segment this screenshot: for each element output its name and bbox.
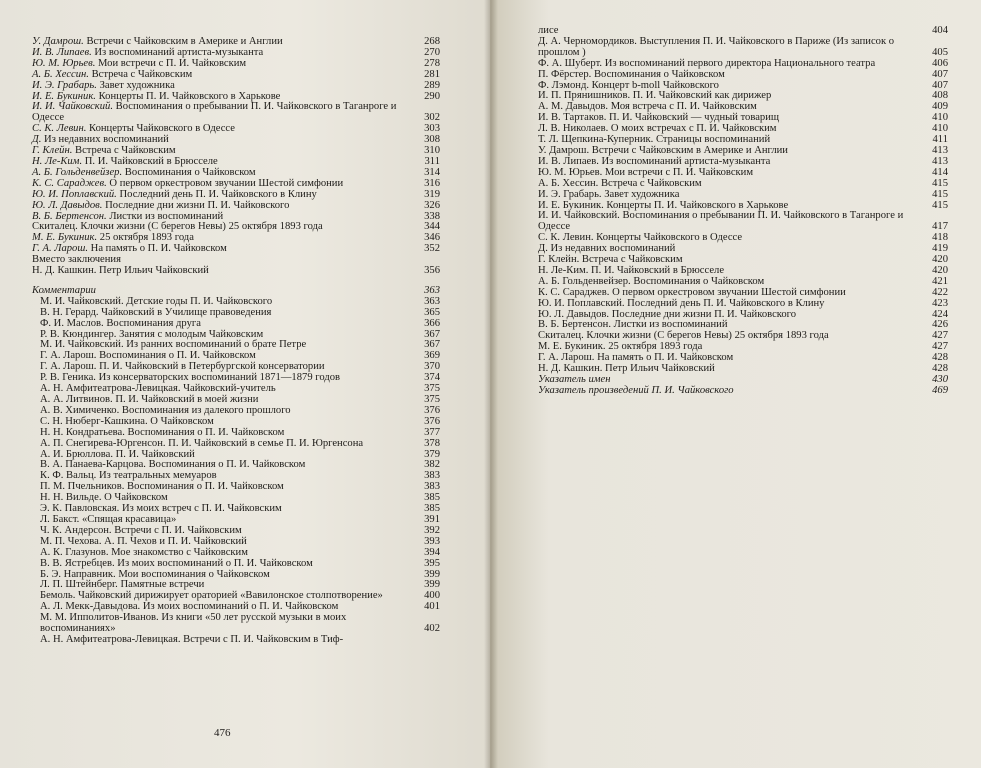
toc-entry-title: А. К. Глазунов. Мое знакомство с Чайковским bbox=[40, 546, 248, 558]
toc-entry-title-text: О первом оркестровом звучании Шестой симфонии bbox=[109, 177, 344, 189]
toc-entry-title-text: Из воспоминаний артиста-музыканта bbox=[94, 46, 264, 58]
toc-entry-title: А. И. Брюллова. П. И. Чайковский bbox=[40, 448, 195, 460]
toc-entry-title: А. П. Снегирева-Юргенсон. П. И. Чайковский в семье П. И. Юргенсона bbox=[40, 437, 364, 449]
toc-entry-page: 415 bbox=[932, 177, 948, 189]
toc-entry-title: Н. Ле-Ким. П. И. Чайковский в Брюсселе bbox=[538, 264, 725, 276]
toc-entry-author: Ю. Л. Давыдов. bbox=[32, 199, 103, 211]
toc-entry-title-text: Из недавних воспоминаний bbox=[44, 134, 169, 146]
toc-entry-title: Ф. И. Маслов. Воспоминания друга bbox=[40, 317, 201, 329]
toc-entry-title: Указатель произведений П. И. Чайковского bbox=[538, 384, 734, 396]
toc-entry-title: Т. Л. Щепкина-Куперник. Страницы воспоминаний bbox=[538, 134, 771, 146]
toc-entry-title: В. Б. Бертенсон. Листки из воспоминаний bbox=[538, 319, 728, 331]
toc-entry-page: 409 bbox=[932, 101, 948, 113]
toc-entry-title: Скиталец. Клочки жизни (С берегов Невы) 25 октября 1893 года bbox=[538, 330, 829, 342]
toc-entry-title: И. И. Чайковский. Воспоминания о пребывании П. И. Чайковского в Таганроге и Одессе bbox=[538, 210, 904, 233]
toc-entry-page: 420 bbox=[932, 254, 948, 266]
toc-entry-page: 383 bbox=[424, 481, 440, 493]
toc-entry bbox=[32, 102, 440, 124]
toc-entry-page: 346 bbox=[424, 232, 440, 244]
toc-entry bbox=[538, 299, 948, 310]
toc-entry-page: 281 bbox=[424, 68, 440, 80]
toc-entry-title: А. В. Химиченко. Воспоминания из далекого прошлого bbox=[40, 404, 291, 416]
toc-entry bbox=[538, 59, 948, 70]
toc-entry-page: 367 bbox=[424, 328, 440, 340]
toc-entry-page: 415 bbox=[932, 188, 948, 200]
toc-entry-page: 469 bbox=[932, 384, 948, 396]
right-toc-list bbox=[538, 26, 948, 397]
toc-entry-title: А. Б. Хессин. Встреча с Чайковским bbox=[538, 177, 702, 189]
toc-entry-page: 379 bbox=[424, 448, 440, 460]
toc-entry-title-text: Концерты Чайковского в Одессе bbox=[89, 123, 235, 135]
toc-entry-page: 385 bbox=[424, 503, 440, 515]
toc-entry-page: 374 bbox=[424, 372, 440, 384]
toc-entry-title-text: Концерты П. И. Чайковского в Харькове bbox=[98, 90, 281, 102]
toc-entry bbox=[32, 613, 440, 635]
toc-entry bbox=[32, 266, 440, 277]
toc-entry-page: 393 bbox=[424, 535, 440, 547]
toc-entry-page: 338 bbox=[424, 210, 440, 222]
toc-entry-title: П. М. Пчельников. Воспоминания о П. И. Чайковском bbox=[40, 481, 284, 493]
toc-entry-page: 407 bbox=[932, 68, 948, 80]
toc-entry-title-text: Листки из воспоминаний bbox=[109, 210, 224, 222]
toc-entry-page: 303 bbox=[424, 123, 440, 135]
toc-entry-page: 422 bbox=[932, 286, 948, 298]
toc-entry-page: 310 bbox=[424, 145, 440, 157]
toc-entry-page: 417 bbox=[932, 221, 948, 233]
toc-entry-page: 427 bbox=[932, 341, 948, 353]
toc-entry-page: 382 bbox=[424, 459, 440, 471]
toc-entry-page: 385 bbox=[424, 492, 440, 504]
toc-entry-title: Ю. М. Юрьев. Мои встречи с П. И. Чайковским bbox=[538, 166, 754, 178]
toc-entry-page: 344 bbox=[424, 221, 440, 233]
toc-entry-page: 405 bbox=[932, 46, 948, 58]
toc-entry bbox=[538, 70, 948, 81]
toc-entry-page: 406 bbox=[932, 57, 948, 69]
toc-entry-title: Ю. И. Поплавский. Последний день П. И. Чайковского в Клину bbox=[538, 297, 825, 309]
toc-entry-title bbox=[32, 102, 414, 124]
toc-entry-page: 366 bbox=[424, 317, 440, 329]
toc-entry-title: К. Ф. Вальц. Из театральных мемуаров bbox=[40, 470, 217, 482]
toc-entry bbox=[32, 559, 440, 570]
toc-entry-page: 308 bbox=[424, 134, 440, 146]
toc-entry-page: 407 bbox=[932, 79, 948, 91]
toc-entry-title: И. Э. Грабарь. Завет художника bbox=[538, 188, 680, 200]
toc-entry-page: 367 bbox=[424, 339, 440, 351]
toc-entry-page: 363 bbox=[424, 284, 440, 296]
toc-entry-page: 378 bbox=[424, 437, 440, 449]
toc-entry-title: П. Фёрстер. Воспоминания о Чайковском bbox=[538, 68, 725, 80]
toc-entry-title: А. Л. Мекк-Давыдова. Из моих воспоминаний о П. И. Чайковском bbox=[40, 601, 339, 613]
toc-entry-title: А. М. Давыдов. Моя встреча с П. И. Чайковским bbox=[538, 101, 757, 113]
toc-entry-page: 302 bbox=[424, 112, 440, 124]
toc-entry-page: 376 bbox=[424, 404, 440, 416]
toc-entry bbox=[32, 319, 440, 330]
toc-entry-title: лисе bbox=[538, 25, 559, 36]
toc-entry-page: 363 bbox=[424, 295, 440, 307]
toc-entry-page: 402 bbox=[424, 623, 440, 635]
toc-entry-title: Скиталец. Клочки жизни (С берегов Невы) 25 октября 1893 года bbox=[32, 221, 323, 233]
toc-entry-author: Ю. И. Поплавский. bbox=[32, 188, 117, 200]
toc-entry-title: Ф. Лэмонд. Концерт b-moll Чайковского bbox=[538, 79, 719, 91]
toc-entry-title: Ч. К. Андерсон. Встречи с П. И. Чайковским bbox=[40, 524, 242, 536]
toc-entry bbox=[538, 211, 948, 233]
toc-entry-author: Д. bbox=[32, 134, 42, 146]
toc-entry-page: 420 bbox=[932, 264, 948, 276]
toc-entry-title: И. Е. Букиник. Концерты П. И. Чайковского в Харькове bbox=[538, 199, 789, 211]
toc-entry-title: К. С. Сараджев. О первом оркестровом звучании Шестой симфонии bbox=[538, 286, 846, 298]
right-page bbox=[490, 0, 981, 768]
toc-entry-title: А. А. Литвинов. П. И. Чайковский в моей жизни bbox=[40, 394, 259, 405]
toc-entry-page: 278 bbox=[424, 57, 440, 69]
toc-entry bbox=[32, 635, 440, 646]
toc-entry-title: А. Н. Амфитеатрова-Левицкая. Встречи с П. И. Чайковским в Тиф- bbox=[40, 633, 344, 645]
toc-entry-title: Ю. Л. Давыдов. Последние дни жизни П. И. Чайковского bbox=[538, 308, 797, 320]
toc-entry-title: Г. Клейн. Встреча с Чайковским bbox=[538, 254, 683, 266]
toc-entry-page: 311 bbox=[424, 155, 440, 167]
toc-entry-page: 375 bbox=[424, 383, 440, 395]
toc-entry-title: С. Н. Нюберг-Кашкина. О Чайковском bbox=[40, 415, 214, 427]
toc-entry-author: С. К. Левин. bbox=[32, 123, 87, 135]
toc-entry-page: 314 bbox=[424, 166, 440, 178]
toc-entry-author: И. В. Липаев. bbox=[32, 46, 92, 58]
toc-entry-title-text: Воспоминания о Чайковском bbox=[124, 166, 256, 178]
toc-entry-title: Р. В. Геника. Из консерваторских воспоминаний 1871—1879 годов bbox=[40, 372, 341, 384]
toc-entry-title: А. Б. Гольденвейзер. Воспоминания о Чайковском bbox=[538, 275, 765, 287]
toc-entry-title: Р. В. Кюндингер. Занятия с молодым Чайковским bbox=[40, 328, 264, 340]
toc-entry-title: Н. Н. Вильде. О Чайковском bbox=[40, 492, 168, 504]
toc-entry-title: Д. Из недавних воспоминаний bbox=[538, 243, 676, 255]
toc-entry-page: 430 bbox=[932, 374, 948, 385]
toc-entry-title: А. Н. Амфитеатрова-Левицкая. Чайковский-учитель bbox=[40, 383, 276, 395]
toc-entry-title: Б. Э. Направник. Мои воспоминания о Чайковском bbox=[40, 568, 270, 580]
toc-entry-title: Указатель имен bbox=[538, 374, 611, 385]
toc-entry-page: 413 bbox=[932, 155, 948, 167]
toc-entry-title: И. П. Прянишников. П. И. Чайковский как дирижер bbox=[538, 90, 772, 102]
toc-entry-page: 270 bbox=[424, 46, 440, 58]
toc-entry-author: А. Б. Гольденвейзер. bbox=[32, 166, 123, 178]
toc-entry-author: Н. Ле-Ким. bbox=[32, 155, 83, 167]
toc-entry-title: И. В. Липаев. Из воспоминаний артиста-музыканта bbox=[538, 155, 771, 167]
toc-entry-title: И. В. Тартаков. П. И. Чайковский — чудный товарищ bbox=[538, 112, 780, 124]
toc-entry-page: 410 bbox=[932, 123, 948, 135]
toc-entry bbox=[538, 37, 948, 59]
toc-entry-title-text: П. И. Чайковский в Брюсселе bbox=[84, 155, 218, 167]
toc-entry-author: И. И. Чайковский. bbox=[32, 101, 113, 113]
toc-entry-page: 399 bbox=[424, 579, 440, 591]
toc-entry-title: Г. А. Ларош. П. И. Чайковский в Петербургской консерватории bbox=[40, 361, 325, 373]
toc-entry-title-text: Последний день П. И. Чайковского в Клину bbox=[119, 188, 317, 200]
toc-entry-title: Л. Бакст. «Спящая красавица» bbox=[40, 513, 177, 525]
toc-entry-author: М. Е. Букиник. bbox=[32, 232, 98, 244]
toc-entry-author: Г. Клейн. bbox=[32, 145, 73, 157]
toc-entry-author: И. Э. Грабарь. bbox=[32, 79, 97, 91]
toc-entry-page: 316 bbox=[424, 177, 440, 189]
toc-entry-page: 365 bbox=[424, 306, 440, 318]
book-gutter bbox=[484, 0, 498, 768]
toc-entry-title: В. Н. Герард. Чайковский в Училище правоведения bbox=[40, 306, 272, 318]
toc-entry-page: 289 bbox=[424, 79, 440, 91]
toc-entry-page: 423 bbox=[932, 297, 948, 309]
toc-entry-title: Н. Д. Кашкин. Петр Ильич Чайковский bbox=[32, 265, 209, 277]
toc-entry-title: Л. П. Штейнберг. Памятные встречи bbox=[40, 579, 205, 591]
left-toc-list bbox=[32, 37, 440, 646]
toc-entry-page: 426 bbox=[932, 319, 948, 331]
toc-entry-title: М. И. Чайковский. Из ранних воспоминаний о брате Петре bbox=[40, 339, 307, 351]
toc-entry-title: Г. А. Ларош. На память о П. И. Чайковском bbox=[538, 352, 734, 364]
toc-entry-title: Д. А. Черномордиков. Выступления П. И. Чайковского в Париже (Из записок о прошлом ) bbox=[538, 35, 895, 58]
toc-entry bbox=[538, 190, 948, 201]
toc-entry-page: 408 bbox=[932, 90, 948, 102]
toc-entry-page: 418 bbox=[932, 232, 948, 244]
toc-entry-title-text: Встреча с Чайковским bbox=[91, 68, 193, 80]
toc-entry-page: 421 bbox=[932, 275, 948, 287]
toc-entry-title: С. К. Левин. Концерты Чайковского в Одессе bbox=[538, 232, 743, 244]
toc-entry bbox=[538, 386, 948, 397]
toc-entry-title-text: Завет художника bbox=[99, 79, 175, 91]
toc-entry-title-text: Воспоминания о пребывании П. И. Чайковского в Таганроге и Одессе bbox=[32, 101, 397, 124]
toc-entry-page: 401 bbox=[424, 601, 440, 613]
toc-entry-page: 319 bbox=[424, 188, 440, 200]
toc-entry-title: Г. А. Ларош. Воспоминания о П. И. Чайковском bbox=[40, 350, 256, 362]
toc-entry-page: 399 bbox=[424, 568, 440, 580]
toc-entry-page: 391 bbox=[424, 513, 440, 525]
toc-entry-page: 424 bbox=[932, 308, 948, 320]
toc-entry-page: 268 bbox=[424, 36, 440, 47]
page-number: 476 bbox=[214, 727, 231, 739]
toc-entry-page: 395 bbox=[424, 557, 440, 569]
left-page bbox=[0, 0, 490, 768]
toc-entry-author: И. Е. Букиник. bbox=[32, 90, 96, 102]
toc-entry bbox=[32, 428, 440, 439]
toc-entry-author: К. С. Сараджев. bbox=[32, 177, 107, 189]
toc-entry-title: М. И. Чайковский. Детские годы П. И. Чайковского bbox=[40, 295, 273, 307]
toc-entry-page: 404 bbox=[932, 25, 948, 36]
toc-entry-title-text: Встречи с Чайковским в Америке и Англии bbox=[86, 36, 283, 47]
toc-entry-page: 411 bbox=[932, 134, 948, 146]
toc-entry-page: 394 bbox=[424, 546, 440, 558]
toc-entry-page: 369 bbox=[424, 350, 440, 362]
toc-entry bbox=[538, 179, 948, 190]
toc-entry-title: М. М. Ипполитов-Иванов. Из книги «50 лет русской музыки в моих воспоминаниях» bbox=[40, 612, 347, 635]
toc-entry-title: У. Дамрош. Встречи с Чайковским в Америке и Англии bbox=[538, 144, 788, 156]
toc-entry-page: 326 bbox=[424, 199, 440, 211]
toc-entry-page: 290 bbox=[424, 90, 440, 102]
toc-entry-title: Н. Д. Кашкин. Петр Ильич Чайковский bbox=[538, 363, 715, 375]
toc-entry bbox=[32, 439, 440, 450]
toc-entry bbox=[32, 548, 440, 559]
toc-entry-title-text: Встреча с Чайковским bbox=[75, 145, 176, 157]
toc-entry-title-text: 25 октября 1893 года bbox=[99, 232, 194, 244]
toc-entry-title: Вместо заключения bbox=[32, 254, 121, 266]
toc-entry-title: Н. Н. Кондратьева. Воспоминания о П. И. Чайковском bbox=[40, 426, 285, 438]
toc-entry-title: М. П. Чехова. А. П. Чехов и П. И. Чайковский bbox=[40, 535, 247, 547]
toc-entry-author: Ю. М. Юрьев. bbox=[32, 57, 96, 69]
toc-entry-page: 352 bbox=[424, 243, 440, 255]
toc-entry-title: Э. К. Павловская. Из моих встреч с П. И. Чайковским bbox=[40, 503, 282, 515]
toc-entry-title: М. Е. Букиник. 25 октября 1893 года bbox=[538, 341, 703, 353]
toc-entry-page: 377 bbox=[424, 426, 440, 438]
toc-entry-page: 415 bbox=[932, 199, 948, 211]
toc-entry-title: Комментарии bbox=[32, 284, 96, 296]
toc-entry-page: 400 bbox=[424, 590, 440, 602]
toc-entry-page: 370 bbox=[424, 361, 440, 373]
toc-entry-author: Г. А. Ларош. bbox=[32, 243, 89, 255]
toc-entry-title: В. А. Панаева-Карцова. Воспоминания о П. И. Чайковском bbox=[40, 459, 306, 471]
toc-entry-title-text: Мои встречи с П. И. Чайковским bbox=[98, 57, 247, 69]
toc-entry-page: 383 bbox=[424, 470, 440, 482]
toc-entry-page: 427 bbox=[932, 330, 948, 342]
toc-entry-title: Бемоль. Чайковский дирижирует ораторией «Вавилонское столпотворение» bbox=[40, 590, 383, 602]
toc-entry-page: 410 bbox=[932, 112, 948, 124]
toc-entry-title: Л. В. Николаев. О моих встречах с П. И. Чайковским bbox=[538, 123, 777, 135]
toc-entry-page: 414 bbox=[932, 166, 948, 178]
toc-entry-page: 375 bbox=[424, 394, 440, 405]
toc-entry-page: 376 bbox=[424, 415, 440, 427]
toc-entry-page: 356 bbox=[424, 265, 440, 277]
toc-entry-title: Ф. А. Шуберт. Из воспоминаний первого директора Национального театра bbox=[538, 57, 876, 69]
toc-entry-title: В. В. Ястребцев. Из моих воспоминаний о П. И. Чайковском bbox=[40, 557, 313, 569]
toc-entry-title-text: Последние дни жизни П. И. Чайковского bbox=[105, 199, 290, 211]
toc-entry-page: 392 bbox=[424, 524, 440, 536]
toc-entry-page: 428 bbox=[932, 352, 948, 364]
toc-entry-page: 413 bbox=[932, 144, 948, 156]
toc-entry-page: 419 bbox=[932, 243, 948, 255]
toc-entry-title-text: На память о П. И. Чайковском bbox=[90, 243, 227, 255]
toc-entry-page: 428 bbox=[932, 363, 948, 375]
toc-entry-author: У. Дамрош. bbox=[32, 36, 84, 47]
toc-entry-author: В. Б. Бертенсон. bbox=[32, 210, 107, 222]
toc-entry-author: А. Б. Хессин. bbox=[32, 68, 89, 80]
